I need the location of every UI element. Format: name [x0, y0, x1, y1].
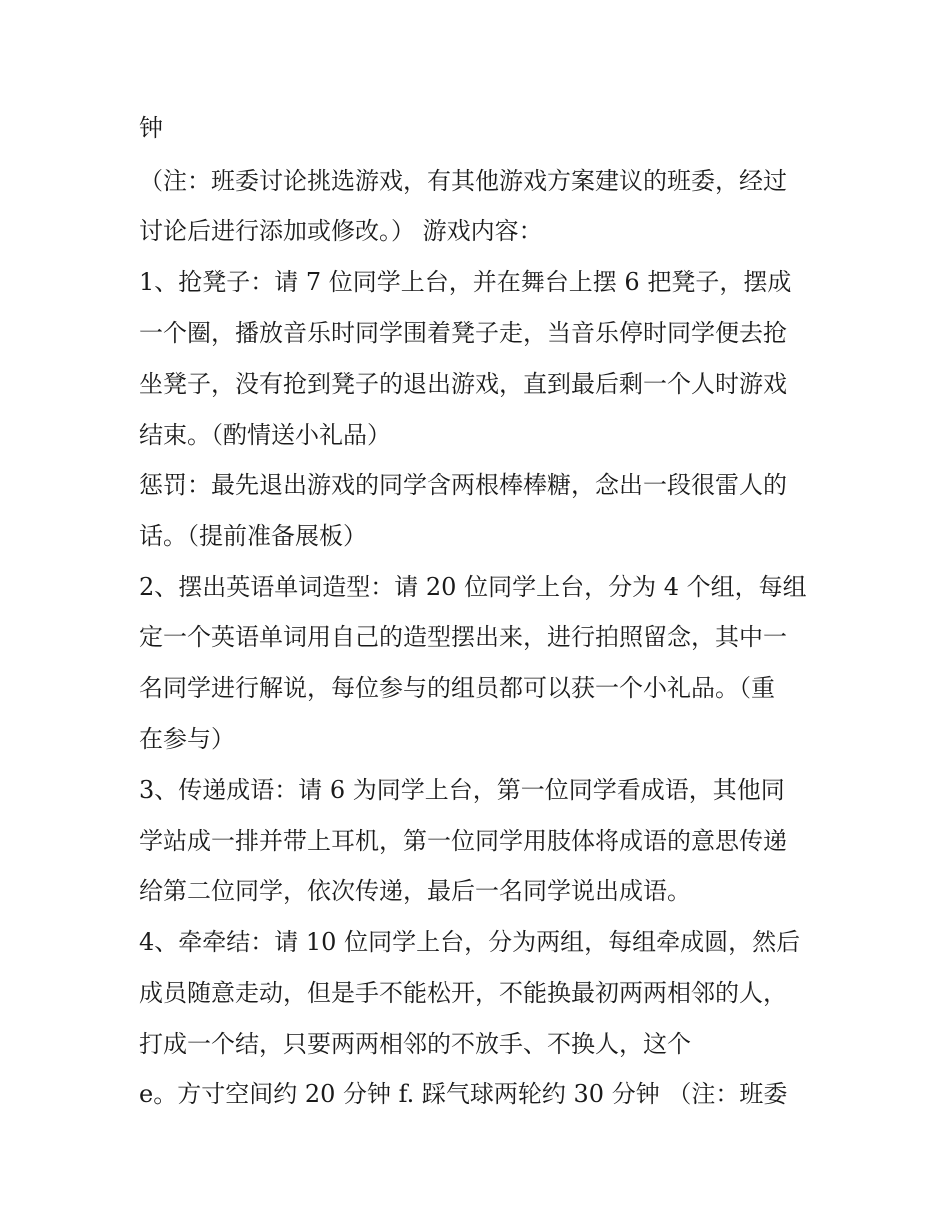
text-line: 一个圈，播放音乐时同学围着凳子走，当音乐停时同学便去抢	[139, 319, 787, 347]
text-line: 3、传递成语：请 6 为同学上台，第一位同学看成语，其他同	[139, 776, 785, 804]
text-line: 给第二位同学，依次传递，最后一名同学说出成语。	[139, 877, 691, 905]
text-line: 2、摆出英语单词造型：请 20 位同学上台，分为 4 个组，每组	[139, 573, 807, 601]
text-line: 定一个英语单词用自己的造型摆出来，进行拍照留念，其中一	[139, 623, 787, 651]
text-line: 钟	[139, 114, 163, 142]
text-line: 坐凳子，没有抢到凳子的退出游戏，直到最后剩一个人时游戏	[139, 370, 787, 398]
text-line: 名同学进行解说，每位参与的组员都可以获一个小礼品。（重	[139, 674, 775, 702]
text-line: e。方寸空间约 20 分钟 f. 踩气球两轮约 30 分钟 （注：班委	[139, 1080, 788, 1108]
text-line: 4、牵牵结：请 10 位同学上台，分为两组，每组牵成圆，然后	[139, 928, 801, 956]
text-line: 惩罚：最先退出游戏的同学含两根棒棒糖，念出一段很雷人的	[139, 471, 787, 499]
text-line: 结束。（酌情送小礼品）	[139, 421, 391, 449]
text-line: 学站成一排并带上耳机，第一位同学用肢体将成语的意思传递	[139, 827, 787, 855]
text-line: 话。（提前准备展板）	[139, 522, 367, 550]
text-line: 1、抢凳子：请 7 位同学上台，并在舞台上摆 6 把凳子，摆成	[139, 268, 792, 296]
text-line: 打成一个结，只要两两相邻的不放手、不换人，这个	[139, 1030, 691, 1058]
text-line: 成员随意走动，但是手不能松开，不能换最初两两相邻的人，	[139, 979, 787, 1007]
text-line: 在参与）	[139, 725, 235, 753]
text-line: （注：班委讨论挑选游戏，有其他游戏方案建议的班委，经过	[139, 167, 787, 195]
text-line: 讨论后进行添加或修改。） 游戏内容：	[139, 217, 543, 245]
